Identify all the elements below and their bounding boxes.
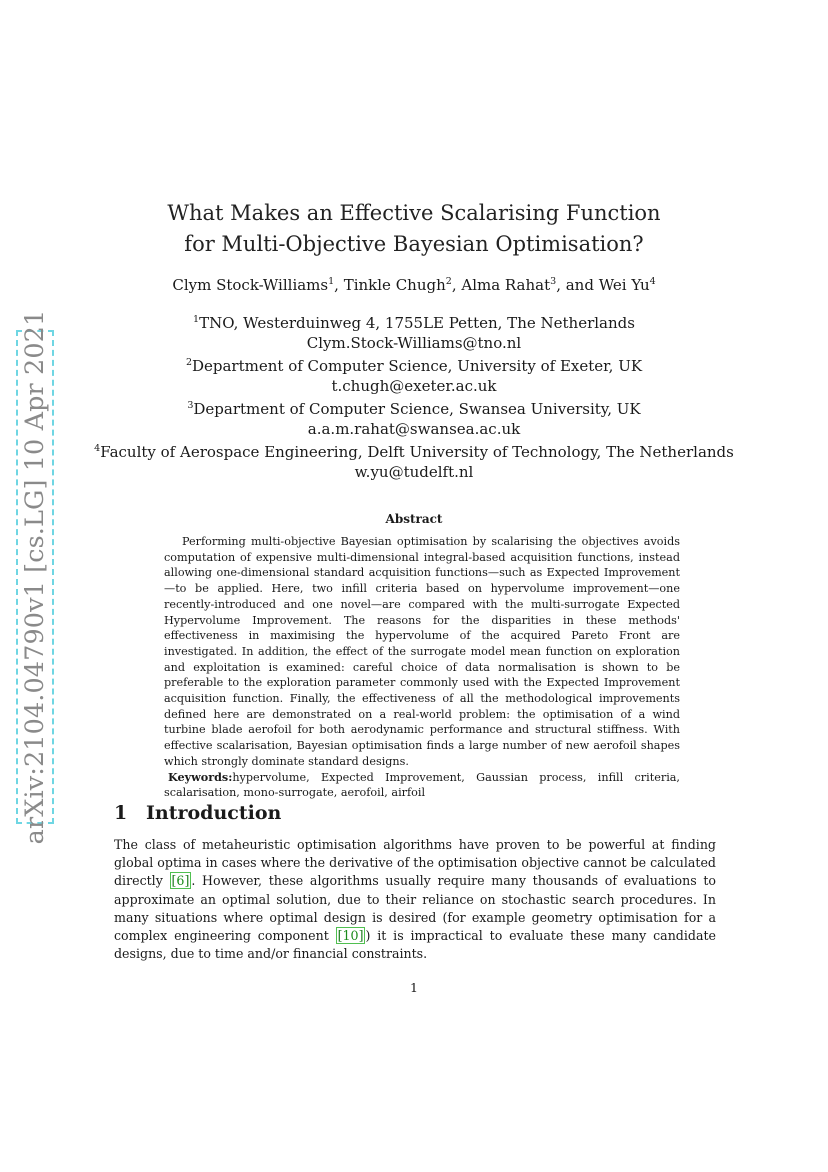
abstract-heading: Abstract xyxy=(385,512,443,526)
abstract-body xyxy=(164,534,680,801)
affiliation-sup: 1 xyxy=(193,314,200,325)
author-list xyxy=(0,276,828,294)
author-name: Clym Stock-Williams xyxy=(172,276,329,294)
affiliation xyxy=(0,396,828,420)
paper-title xyxy=(0,198,828,260)
author-name: Tinkle Chugh xyxy=(343,276,446,294)
author-sup: 3 xyxy=(550,276,557,287)
title-line-1: What Makes an Effective Scalarising Function xyxy=(167,201,661,225)
citation-number: 10 xyxy=(342,928,359,944)
author-sup: 2 xyxy=(445,276,452,287)
affiliation-text: TNO, Westerduinweg 4, 1755LE Petten, The Netherlands xyxy=(199,314,635,332)
author-sup: 1 xyxy=(328,276,335,287)
affiliation xyxy=(0,310,828,334)
author-name: Alma Rahat xyxy=(461,276,551,294)
intro-text: The class of metaheuristic optimisation algorithms have proven to be powerful at finding global optima in cases where the derivative of the optimisation objective cannot be calculated directly xyxy=(114,837,716,889)
keywords xyxy=(164,770,680,801)
author-separator: , xyxy=(451,276,462,294)
affiliation-email: t.chugh@exeter.ac.uk xyxy=(331,376,497,395)
affiliation-text: Faculty of Aerospace Engineering, Delft University of Technology, The Netherlands xyxy=(100,443,734,461)
affiliation-email: Clym.Stock-Williams@tno.nl xyxy=(306,333,522,352)
affiliations xyxy=(0,310,828,482)
author-separator: , and xyxy=(556,276,599,294)
section-number: 1 xyxy=(114,802,128,824)
section-title: Introduction xyxy=(146,802,282,824)
intro-text: . However, these algorithms usually require many thousands of evaluations to approximate an optimal solution, due to their reliance on stochastic search procedures. In many situations where optimal design is desired (for example geometry optimisation for a complex engineering component xyxy=(114,873,716,944)
affiliation-sup: 3 xyxy=(187,400,194,411)
citation-link[interactable]: [6] xyxy=(171,873,190,889)
affiliation-sup: 2 xyxy=(185,357,192,368)
title-line-2: for Multi-Objective Bayesian Optimisation? xyxy=(184,232,644,256)
abstract-text: Performing multi-objective Bayesian optimisation by scalarising the objectives avoids computation of expensive multi-dimensional integral-based acquisition functions, instead allowing one-dimensional standard acquisition functions—such as Expected Improvement—to be applied. Here, two infill criteria based on hypervolume improvement—one recently-introduced and one novel—are compared with the multi-surrogate Expected Hypervolume Improvement. The reasons for the disparities in these methods' effectiveness in maximising the hypervolume of the acquired Pareto Front are investigated. In addition, the effect of the surrogate model mean function on exploration and exploitation is examined: careful choice of data normalisation is shown to be preferable to the exploration parameter commonly used with the Expected Improvement acquisition function. Finally, the effectiveness of all the methodological improvements defined here are demonstrated on a real-world problem: the optimisation of a wind turbine blade aerofoil for both aerodynamic performance and structural stiffness. With effective scalarisation, Bayesian optimisation finds a large number of new aerofoil shapes which strongly dominate standard designs. xyxy=(164,535,680,768)
citation-number: 6 xyxy=(176,873,185,889)
author-name: Wei Yu xyxy=(598,276,650,294)
arxiv-identifier: arXiv:2104.04790v1 [cs.LG] 10 Apr 2021 xyxy=(20,309,50,845)
affiliation xyxy=(0,439,828,463)
affiliation-sup: 4 xyxy=(94,443,101,454)
intro-text: ) it is impractical to evaluate these many candidate designs, due to time and/or financial constraints. xyxy=(114,928,716,962)
section-heading xyxy=(114,802,281,824)
intro-paragraph xyxy=(114,836,716,963)
keywords-label: Keywords: xyxy=(168,769,233,784)
affiliation-text: Department of Computer Science, University of Exeter, UK xyxy=(191,357,643,375)
page-number: 1 xyxy=(410,980,418,995)
keywords-text: hypervolume, Expected Improvement, Gaussian process, infill criteria, scalarisation, mono-surrogate, aerofoil, airfoil xyxy=(164,770,680,800)
affiliation-email: a.a.m.rahat@swansea.ac.uk xyxy=(307,419,521,438)
affiliation xyxy=(0,353,828,377)
affiliation-email: w.yu@tudelft.nl xyxy=(354,462,474,481)
citation-link[interactable]: [10] xyxy=(337,928,364,944)
author-separator: , xyxy=(334,276,344,294)
affiliation-text: Department of Computer Science, Swansea University, UK xyxy=(193,400,641,418)
author-sup: 4 xyxy=(649,276,656,287)
